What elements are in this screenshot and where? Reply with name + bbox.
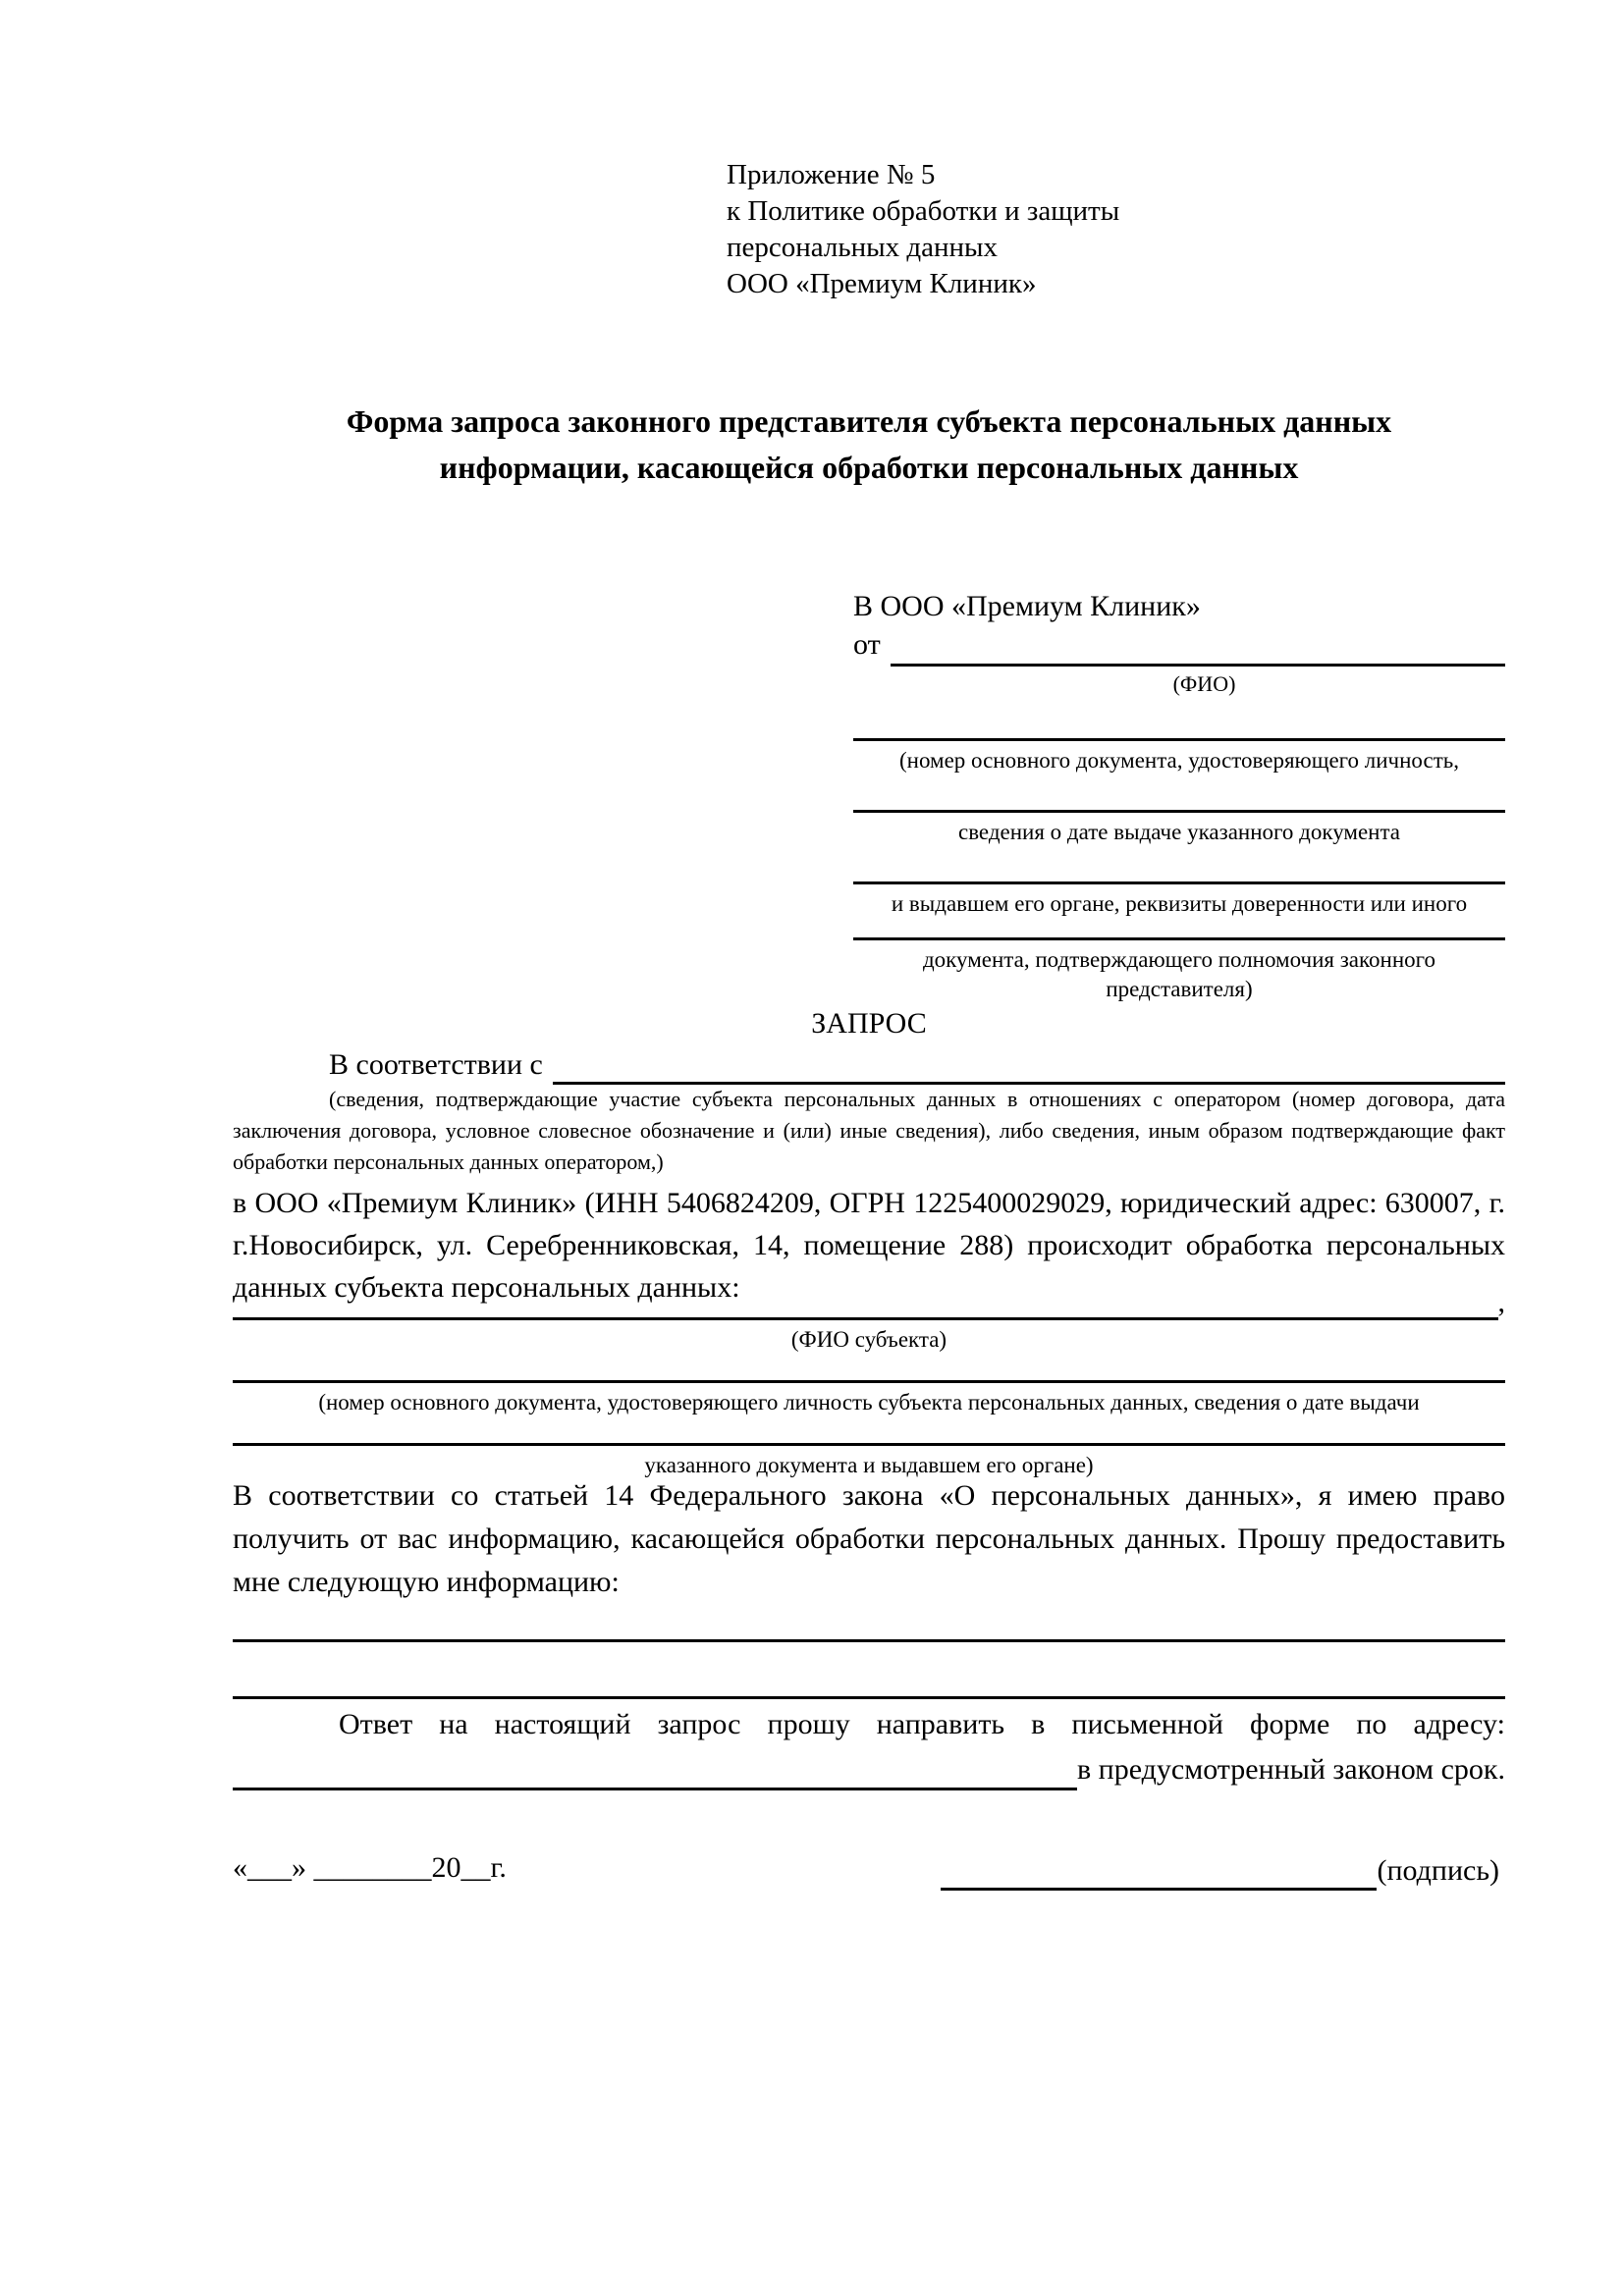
appendix-line: к Политике обработки и защиты <box>727 195 1120 227</box>
request-heading: ЗАПРОС <box>811 1007 927 1040</box>
doc-caption: сведения о дате выдаче указанного документа <box>957 820 1401 844</box>
doc-caption: документа, подтверждающего полномочия законного представителя) <box>922 947 1435 1001</box>
fill-in-line <box>853 738 1505 741</box>
appendix-line: Приложение № 5 <box>727 159 936 190</box>
operator-paragraph: в ООО «Премиум Клиник» (ИНН 5406824209, ОГРН 1225400029029, юридический адрес: 630007, г. г.Новосибирск, ул. Серебренниковская, 14, помещение 288) происходит обработка персональных данных субъекта персональных данных: <box>233 1187 1505 1304</box>
fill-in-line <box>233 1443 1505 1446</box>
document-title <box>233 399 1505 491</box>
appendix-line: ООО «Премиум Клиник» <box>727 268 1037 299</box>
addressee-organization: В ООО «Премиум Клиник» <box>853 590 1201 622</box>
fill-in-line <box>853 937 1505 940</box>
document-title-line: информации, касающейся обработки персональных данных <box>439 450 1299 485</box>
fill-in-line <box>233 1278 1498 1320</box>
subject-doc-caption: (номер основного документа, удостоверяющего личность субъекта персональных данных, сведения о дате выдачи <box>318 1390 1420 1415</box>
fill-in-line <box>233 1696 1505 1699</box>
trailing-comma: , <box>1497 1286 1505 1318</box>
fill-in-line <box>891 628 1505 667</box>
fill-in-line <box>233 1639 1505 1642</box>
fio-caption: (ФИО) <box>1172 671 1236 696</box>
reply-request: Ответ на настоящий запрос прошу направить в письменной форме по адресу: <box>339 1708 1505 1740</box>
intro-footnote: (сведения, подтверждающие участие субъекта персональных данных в отношениях с оператором (номер договора, дата заключения договора, условное словесное обозначение и (или) иные сведения), либо сведения, иным образом подтверждающие факт обработки персональных данных оператором,) <box>233 1087 1505 1174</box>
date-placeholder: «___» ________20__г. <box>233 1851 507 1884</box>
document-title-line: Форма запроса законного представителя субъекта персональных данных <box>346 403 1392 439</box>
fill-in-line <box>553 1048 1505 1085</box>
subject-doc-caption: указанного документа и выдавшем его органе) <box>644 1453 1094 1477</box>
reply-deadline: в предусмотренный законом срок. <box>1077 1753 1505 1786</box>
appendix-line: персональных данных <box>727 232 999 263</box>
signature-caption: (подпись) <box>1377 1854 1499 1887</box>
fill-in-line <box>853 881 1505 884</box>
signature-row <box>941 1851 1499 1891</box>
signature-line <box>941 1852 1377 1891</box>
addressee-from-row <box>853 628 1505 667</box>
doc-caption: (номер основного документа, удостоверяющего личность, <box>898 748 1459 773</box>
subject-fio-caption: (ФИО субъекта) <box>790 1327 947 1352</box>
fill-in-line <box>233 1750 1077 1790</box>
fill-in-line <box>853 810 1505 813</box>
law-paragraph: В соответствии со статьей 14 Федерального закона «О персональных данных», я имею право получить от вас информацию, касающейся обработки персональных данных. Прошу предоставить мне следующую информацию: <box>233 1479 1505 1598</box>
from-label: от <box>853 628 881 661</box>
doc-caption: и выдавшем его органе, реквизиты доверенности или иного <box>891 891 1468 916</box>
fill-in-line <box>233 1380 1505 1383</box>
intro-row <box>233 1048 1505 1085</box>
reply-deadline-row <box>233 1749 1505 1790</box>
intro-label: В соответствии с <box>329 1048 543 1081</box>
appendix-header <box>727 157 1119 302</box>
subject-fio-row <box>233 1278 1505 1320</box>
